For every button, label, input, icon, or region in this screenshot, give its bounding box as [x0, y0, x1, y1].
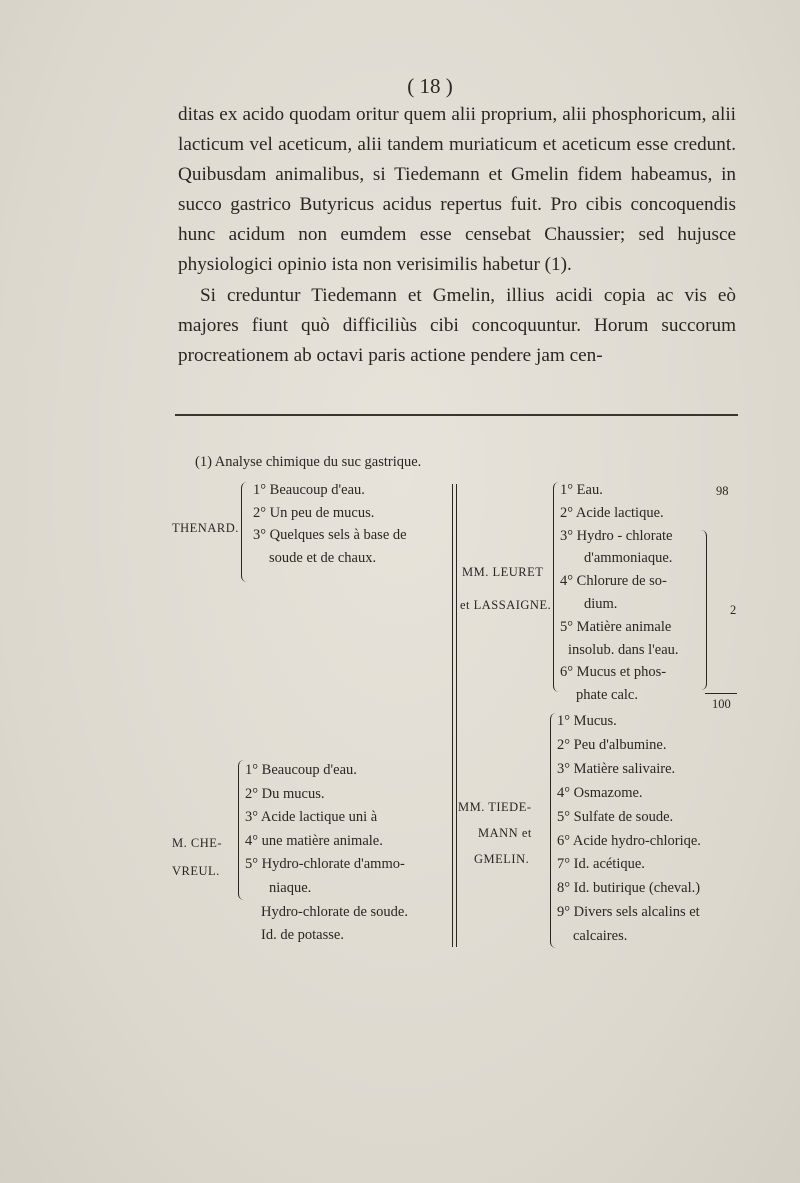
list-item: 6° Mucus et phos-: [560, 664, 667, 681]
leuret-label-2: et LASSAIGNE.: [460, 598, 552, 612]
list-item: 1° Mucus.: [557, 713, 617, 729]
footnote-rule: [175, 414, 738, 416]
leuret-brace: [553, 482, 560, 692]
column-divider: [456, 484, 457, 947]
list-item: 5° Hydro-chlorate d'ammo-: [245, 856, 405, 873]
chevreul-label-2: VREUL.: [172, 864, 220, 878]
list-item: 3° Quelques sels à base de: [253, 527, 407, 543]
list-item: 2° Du mucus.: [245, 785, 325, 802]
list-item: 1° Beaucoup d'eau.: [253, 482, 365, 498]
thenard-brace: [241, 482, 248, 582]
list-item: 3° Matière salivaire.: [557, 760, 676, 777]
list-item: 3° Hydro - chlorate: [560, 527, 673, 544]
list-item: 4° Chlorure de so-: [560, 573, 667, 590]
list-item: 8° Id. butirique (cheval.): [557, 880, 701, 897]
tiedemann-list: [557, 710, 701, 949]
list-item: 1° Eau.: [560, 482, 603, 498]
leuret-label-1: MM. LEURET: [462, 565, 544, 579]
list-item: 7° Id. acétique.: [557, 856, 645, 873]
paragraph-2: Si creduntur Tiedemann et Gmelin, illius acidi copia ac vis eò majores fiunt quò difficiliùs cibi concoquuntur. Horum succorum procreationem ab octavi paris actione pendere jam cen-: [178, 284, 736, 366]
leuret-right-brace: [700, 530, 707, 690]
list-item: 4° une matière animale.: [245, 832, 383, 849]
chevreul-brace: [238, 760, 245, 900]
list-item: 1° Beaucoup d'eau.: [245, 762, 357, 778]
thenard-list: [253, 479, 407, 569]
list-item: soude et de chaux.: [269, 549, 377, 566]
list-item: phate calc.: [576, 687, 638, 704]
list-item: dium.: [584, 595, 618, 612]
tiedemann-label-3: GMELIN.: [474, 852, 530, 866]
tiedemann-brace: [550, 713, 557, 948]
list-item: 2° Un peu de mucus.: [253, 504, 375, 521]
list-item: niaque.: [269, 879, 312, 896]
footnote-title: (1) Analyse chimique du suc gastrique.: [195, 454, 422, 470]
tiedemann-label-2: MANN et: [478, 826, 532, 840]
body-text: [178, 100, 736, 371]
leuret-total: 100: [712, 697, 731, 711]
list-item: Id. de potasse.: [261, 927, 344, 944]
list-item: 2° Acide lactique.: [560, 504, 664, 521]
list-item: 4° Osmazome.: [557, 784, 643, 801]
page-number: ( 18 ): [407, 74, 453, 98]
list-item: d'ammoniaque.: [584, 550, 673, 567]
list-item: 5° Matière animale: [560, 618, 672, 635]
list-item: 5° Sulfate de soude.: [557, 808, 674, 825]
leuret-count-top: 98: [716, 484, 729, 498]
chevreul-label-1: M. CHE-: [172, 836, 223, 850]
paragraph-1: ditas ex acido quodam oritur quem alii proprium, alii phosphoricum, alii lacticum vel aceticum, alii tandem muriaticum et aceticum esse credunt. Quibusdam animalibus, si Tiedemann et Gmelin fidem habeamus, in succo gastrico Butyricus acidus repertus fuit. Pro cibis concoquendis hunc acidum non eumdem esse censebat Chaussier; sed hujusce physiologici opinio ista non verisimilis habetur (1).: [178, 104, 736, 276]
list-item: calcaires.: [573, 928, 628, 945]
tiedemann-label-1: MM. TIEDE-: [458, 800, 532, 814]
thenard-label: THENARD.: [172, 521, 239, 535]
sum-rule: [705, 693, 737, 694]
list-item: 6° Acide hydro-chloriqe.: [557, 832, 701, 849]
column-divider: [452, 484, 453, 947]
list-item: 3° Acide lactique uni à: [245, 809, 378, 826]
list-item: Hydro-chlorate de soude.: [261, 903, 408, 920]
leuret-count-mid: 2: [730, 603, 737, 617]
list-item: 2° Peu d'albumine.: [557, 736, 667, 753]
list-item: insolub. dans l'eau.: [568, 641, 679, 658]
list-item: 9° Divers sels alcalins et: [557, 904, 700, 921]
leuret-list: [560, 479, 679, 707]
chevreul-list: [245, 759, 408, 948]
